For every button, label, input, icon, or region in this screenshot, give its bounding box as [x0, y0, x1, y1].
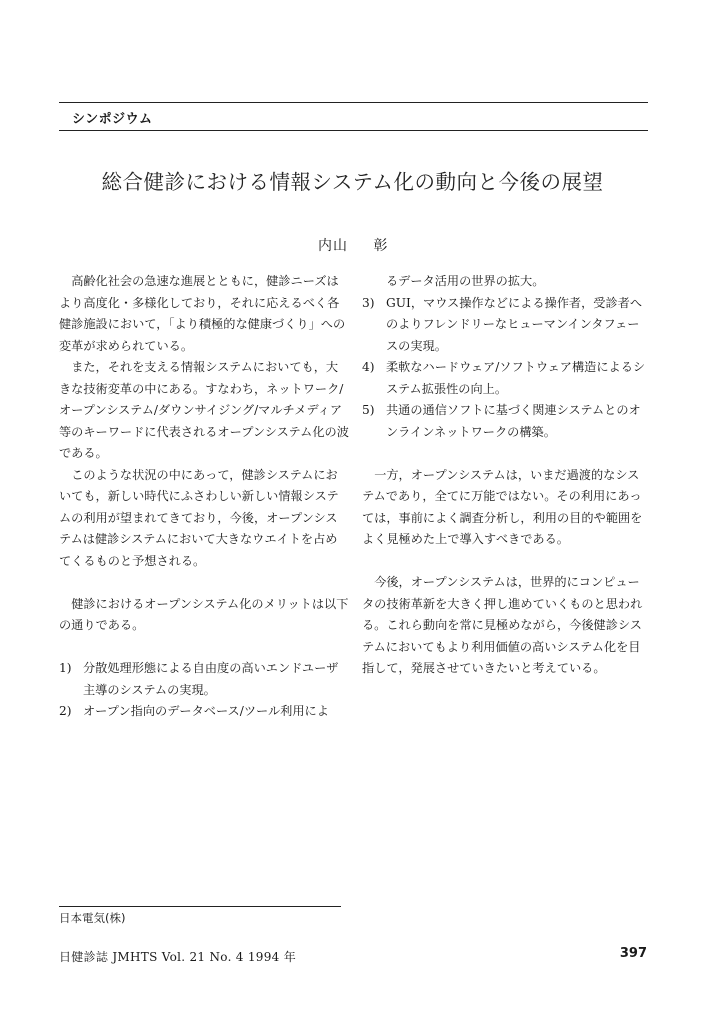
paragraph-gap — [59, 637, 349, 659]
list-number: 1) — [59, 661, 72, 675]
body-paragraph: 健診におけるオープンシステム化のメリットは以下の通りである。 — [59, 596, 349, 632]
author-affiliation: 日本電気(株) — [59, 911, 126, 925]
list-text: 柔軟なハードウェア/ソフトウェア構造によるシステム拡張性の向上。 — [386, 360, 646, 396]
list-text: GUI，マウス操作などによる操作者，受診者へのよりフレンドリーなヒューマンインタフェースの実現。 — [386, 295, 643, 353]
paragraph-gap — [362, 551, 650, 573]
list-item — [362, 400, 650, 443]
list-item — [362, 357, 650, 400]
paragraph-gap — [362, 443, 650, 465]
list-item — [59, 701, 349, 723]
left-column — [59, 271, 349, 723]
paragraph-gap — [59, 572, 349, 594]
body-paragraph: 一方，オープンシステムは，いまだ過渡的なシステムであり，全てに万能ではない。その利用にあっては，事前によく調査分析し，利用の目的や範囲をよく見極めた上で導入すべきである。 — [362, 467, 643, 546]
list-text: 分散処理形態による自由度の高いエンドユーザ主導のシステムの実現。 — [83, 661, 339, 697]
body-paragraph: このような状況の中にあって，健診システムにおいても，新しい時代にふさわしい新しい情報システムの利用が望まれてきており，今後，オープンシステムは健診システムにおいて大きなウエイトを占めてくるものと予想される。 — [59, 467, 339, 568]
list-number: 3) — [362, 295, 375, 310]
list-number: 2) — [59, 704, 72, 718]
list-number: 4) — [362, 360, 375, 374]
journal-citation: 日健診誌 JMHTS Vol. 21 No. 4 1994 年 — [59, 950, 297, 964]
article-title: 総合健診における情報システム化の動向と今後の展望 — [101, 170, 604, 194]
list-continuation: るデータ活用の世界の拡大。 — [386, 274, 545, 288]
list-number: 5) — [362, 403, 375, 417]
section-label: シンポジウム — [72, 112, 153, 127]
body-paragraph: 今後，オープンシステムは，世界的にコンピュータの技術革新を大きく押し進めていくものと思われる。これら動向を常に見極めながら，今後健診システムにおいてもより利用価値の高いシステム化を目指して，発展させていきたいと考えている。 — [362, 575, 643, 675]
right-column — [362, 271, 650, 680]
header-top-rule — [59, 102, 648, 103]
list-item — [362, 293, 650, 358]
list-item — [59, 658, 349, 701]
list-text: オープン指向のデータベース/ツール利用によ — [83, 704, 329, 718]
body-paragraph: 高齢化社会の急速な進展とともに，健診ニーズはより高度化・多様化しており，それに応えるべく各健診施設において，「より積極的な健康づくり」への変革が求められている。 — [59, 274, 346, 353]
body-paragraph: また，それを支える情報システムにおいても，大きな技術変革の中にある。すなわち，ネットワーク/オープンシステム/ダウンサイジング/マルチメディア等のキーワードに代表されるオープンシステム化の波である。 — [59, 360, 349, 460]
author-name: 内山 彰 — [318, 238, 389, 254]
list-text: 共通の通信ソフトに基づく関連システムとのオンラインネットワークの構築。 — [386, 403, 641, 439]
page-number: 397 — [619, 946, 647, 961]
header-bottom-rule — [59, 130, 648, 131]
footnote-rule — [59, 906, 341, 907]
